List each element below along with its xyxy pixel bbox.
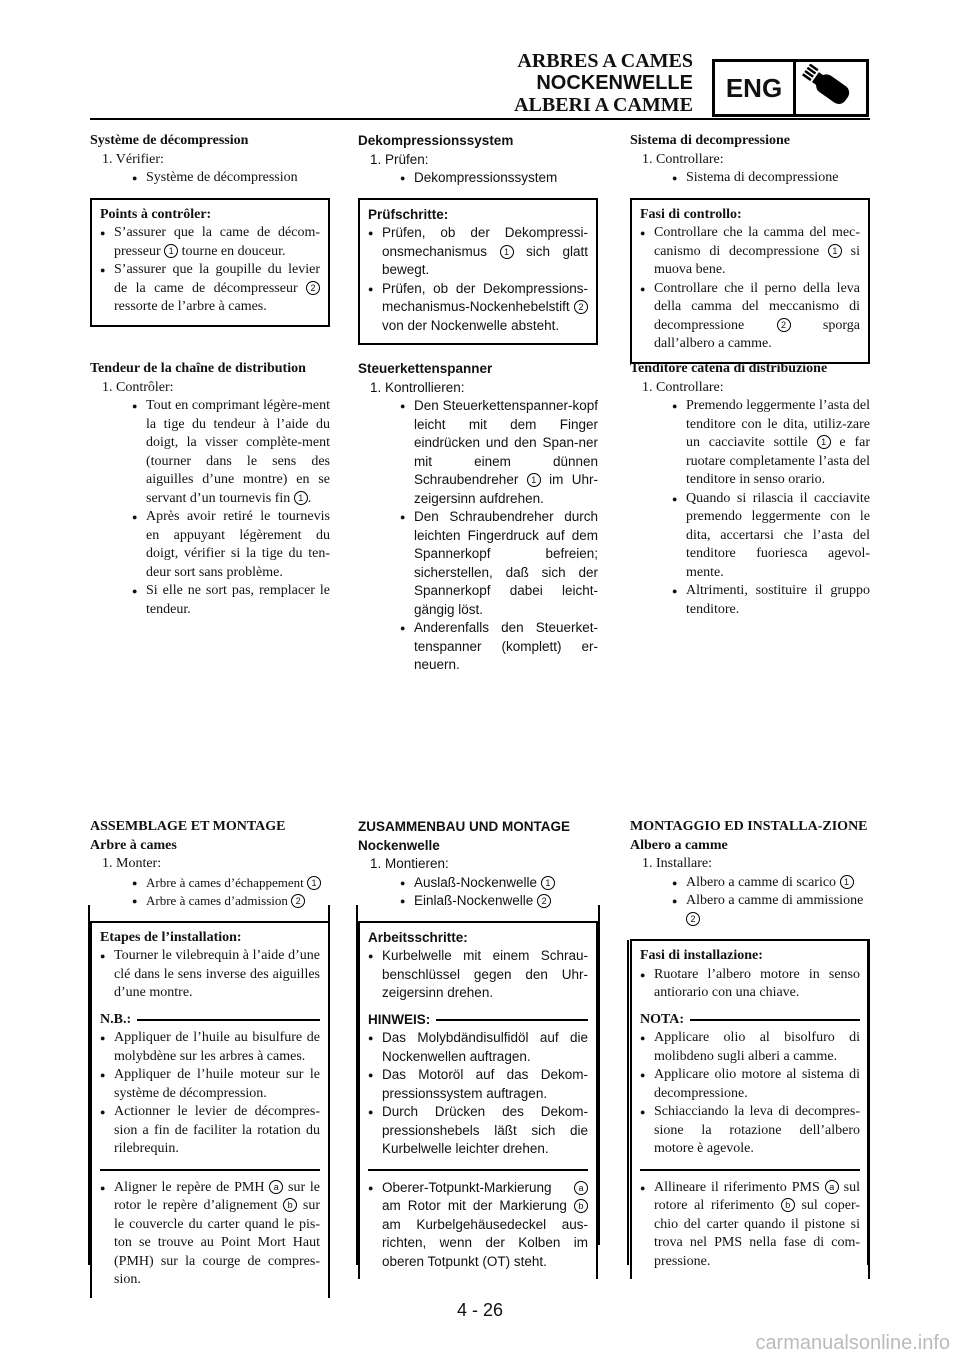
check-points-box xyxy=(90,198,330,327)
divider xyxy=(640,1169,860,1171)
title-it: ALBERI A CAMME xyxy=(514,94,693,116)
box-title: Arbeitsschritte: xyxy=(368,929,468,945)
section-heading: MONTAGGIO ED INSTALLA-ZIONE xyxy=(630,819,868,834)
list-item: ● Schiacciando la leva di decompres-sione la rotazione dell’albero motore è agevole. xyxy=(640,1103,860,1159)
divider xyxy=(368,1169,588,1171)
list-item: ● Appliquer de l’huile moteur sur le système de décompression. xyxy=(100,1066,320,1103)
step-label: 1. Vérifier: xyxy=(102,151,164,167)
it-tensioner-section xyxy=(630,360,870,619)
install-steps-box xyxy=(90,921,330,1298)
note-header: HINWEIS: xyxy=(368,1011,588,1030)
section-heading: Tendeur de la chaîne de distribution xyxy=(90,361,306,376)
list-item: ● Prüfen, ob der Dekompressions-mechanismus-Nockenhebelstift 2 von der Nockenwelle absteht. xyxy=(368,280,588,336)
list-item: ● Controllare che la camma del mec-canismo di decompressione 1 si muova bene. xyxy=(640,224,860,280)
column-divider xyxy=(598,905,600,1245)
box-title: Prüfschritte: xyxy=(368,206,449,222)
list-item: ● Applicare olio motore al sistema di decompressione. xyxy=(640,1066,860,1103)
list-item: ● Anderenfalls den Steuerket-tenspanner (komplett) er-neuern. xyxy=(400,619,598,675)
section-heading: Système de décompression xyxy=(90,133,249,148)
section-heading: Sistema di decompressione xyxy=(630,133,790,148)
list-item: ● Einlaß-Nockenwelle 2 xyxy=(400,892,598,911)
it-decompression-section xyxy=(630,132,870,364)
title-de: NOCKENWELLE xyxy=(536,72,693,94)
note-header: NOTA: xyxy=(640,1011,860,1030)
list-item: ● Actionner le levier de décompres-sion a fin de faciliter la rotation du rilebrequin. xyxy=(100,1103,320,1159)
header-titles xyxy=(514,50,693,116)
list-item: ● Si elle ne sort pas, remplacer le tendeur. xyxy=(132,582,330,619)
check-points-box xyxy=(358,198,598,346)
it-assembly-section xyxy=(630,818,870,1279)
section-heading: Steuerkettenspanner xyxy=(358,361,493,376)
list-item: ● Quando si rilascia il cacciavite premendo leggermente con le dita, accertarsi che l’asta del tenditore fuoriesca agevol-mente. xyxy=(672,490,870,583)
section-badge xyxy=(712,59,869,117)
subsection-heading: Albero a camme xyxy=(630,837,728,853)
fr-assembly-section xyxy=(90,818,330,1298)
list-item: ● Prüfen, ob der Dekompressi-onsmechanismus 1 sich glatt bewegt. xyxy=(368,224,588,280)
de-tensioner-section xyxy=(358,360,598,675)
subsection-heading: Arbre à cames xyxy=(90,837,177,853)
section-heading: ZUSAMMENBAU UND MONTAGE xyxy=(358,819,570,834)
subsection-heading: Nockenwelle xyxy=(358,837,440,853)
list-item: ● Albero a camme di ammissione 2 xyxy=(672,892,870,929)
list-item: ● S’assurer que la came de décom-presseur 1 tourne en douceur. xyxy=(100,224,320,261)
list-item: ● Appliquer de l’huile au bisulfure de molybdène sur les arbres à cames. xyxy=(100,1029,320,1066)
list-item: ● Tout en comprimant légère-ment la tige du tendeur à l’aide du doigt, la visser complète-ment (tourner dans le sens des aiguilles d’une montre) en se servant d’un tournevis fin 1 . xyxy=(132,397,330,508)
list-item: ● Controllare che il perno della leva della camma del meccanismo di decompressione 2 sporga dall’albero a camme. xyxy=(640,280,860,354)
box-title: Fasi di controllo: xyxy=(640,206,742,222)
list-item: ● Dekompressionssystem xyxy=(400,169,598,188)
step-label: 1. Prüfen: xyxy=(370,151,429,167)
step-label: 1. Controllare: xyxy=(642,379,724,395)
list-item: ● Auslaß-Nockenwelle 1 xyxy=(400,874,598,893)
box-title: Etapes de l’installation: xyxy=(100,929,242,945)
list-item: ● Allineare il riferimento PMS a sul rotore al riferimento b sul coper-chio del carter quando il pistone si trova nel PMS nella fase di com-pressione. xyxy=(640,1179,860,1272)
header-rule xyxy=(90,118,870,120)
box-title: Points à contrôler: xyxy=(100,206,212,222)
list-item: ● Oberer-Totpunkt-Markierung a am Rotor mit der Markierung b am Kurbelgehäusedeckel aus-richten, wenn der Kolben im oberen Totpunkt (OT) steht. xyxy=(368,1179,588,1272)
list-item: ● Sistema di decompressione xyxy=(672,169,870,188)
step-label: 1. Installare: xyxy=(642,856,712,871)
note-header: N.B.: xyxy=(100,1011,320,1030)
list-item: ● Durch Drücken des Dekom-pressionshebels läßt sich die Kurbelwelle leichter drehen. xyxy=(368,1103,588,1159)
fr-decompression-section xyxy=(90,132,330,327)
list-item: ● Altrimenti, sostituire il gruppo tenditore. xyxy=(672,582,870,619)
list-item: ● Arbre à cames d’admission 2 xyxy=(132,892,330,911)
list-item: ● Ruotare l’albero motore in senso antiorario con una chiave. xyxy=(640,966,860,1003)
list-item: ● Albero a camme di scarico 1 xyxy=(672,874,870,893)
list-item: ● Kurbelwelle mit einem Schrau-benschlüssel gegen den Uhr-zeigersinn drehen. xyxy=(368,947,588,1003)
list-item: ● Applicare olio al bisolfuro di molibdeno sugli alberi a camme. xyxy=(640,1029,860,1066)
page-number: 4 - 26 xyxy=(456,1300,504,1320)
check-points-box xyxy=(630,198,870,364)
fr-tensioner-section xyxy=(90,360,330,619)
list-item: ● Das Motoröl auf das Dekom-pressionssystem auftragen. xyxy=(368,1066,588,1103)
install-steps-box xyxy=(358,921,598,1280)
box-title: Fasi di installazione: xyxy=(640,948,763,963)
watermark: carmanualsonline.info xyxy=(755,1332,950,1354)
section-heading: ASSEMBLAGE ET MONTAGE xyxy=(90,819,286,834)
de-assembly-section xyxy=(358,818,598,1279)
list-item: ● Den Steuerkettenspanner-kopf leicht mit dem Finger eindrücken und den Span-ner mit einem dünnen Schraubendreher 1 im Uhr-zeigersinn aufdrehen. xyxy=(400,397,598,508)
list-item: ● Après avoir retiré le tournevis en appuyant légèrement du doigt, vérifier si la tige du ten-deur sort sans problème. xyxy=(132,508,330,582)
step-label: 1. Montieren: xyxy=(370,856,449,871)
column-divider xyxy=(627,940,629,1265)
divider xyxy=(100,1169,320,1171)
step-label: 1. Monter: xyxy=(102,856,162,871)
install-steps-box xyxy=(630,939,870,1279)
list-item: ● Den Schraubendreher durch leichten Fingerdruck auf dem Spannerkopf befreien; sicherstellen, daß sich der Spannerkopf dabei leicht-gängig löst. xyxy=(400,508,598,619)
step-label: 1. Controllare: xyxy=(642,151,724,167)
list-item: ● Das Molybdändisulfidöl auf die Nockenwellen auftragen. xyxy=(368,1029,588,1066)
step-label: 1. Contrôler: xyxy=(102,379,174,395)
list-item: ● Aligner le repère de PMH a sur le rotor le repère d’alignement b sur le couvercle du carter quand le pis-ton se trouve au Point Mort Haut (PMH) sur la courge de compres-sion. xyxy=(100,1179,320,1290)
list-item: ● Arbre à cames d’échappement 1 xyxy=(132,874,330,893)
camshaft-icon xyxy=(796,62,866,114)
step-label: 1. Kontrollieren: xyxy=(370,379,465,395)
list-item: ● Premendo leggermente l’asta del tenditore con le dita, utiliz-zare un cacciavite sottile 1 e far ruotare completamente l’asta del tenditore in senso orario. xyxy=(672,397,870,490)
badge-label: ENG xyxy=(715,62,796,114)
list-item: ● Tourner le vilebrequin à l’aide d’une clé dans le sens inverse des aiguilles d’une montre. xyxy=(100,947,320,1003)
section-heading: Dekompressionssystem xyxy=(358,133,514,148)
list-item: ● Système de décompression xyxy=(132,169,330,188)
section-heading: Tenditore catena di distribuzione xyxy=(630,361,828,376)
list-item: ● S’assurer que la goupille du levier de la came de décompresseur 2 ressorte de l’arbre à cames. xyxy=(100,261,320,317)
title-fr: ARBRES A CAMES xyxy=(517,50,693,72)
de-decompression-section xyxy=(358,132,598,345)
